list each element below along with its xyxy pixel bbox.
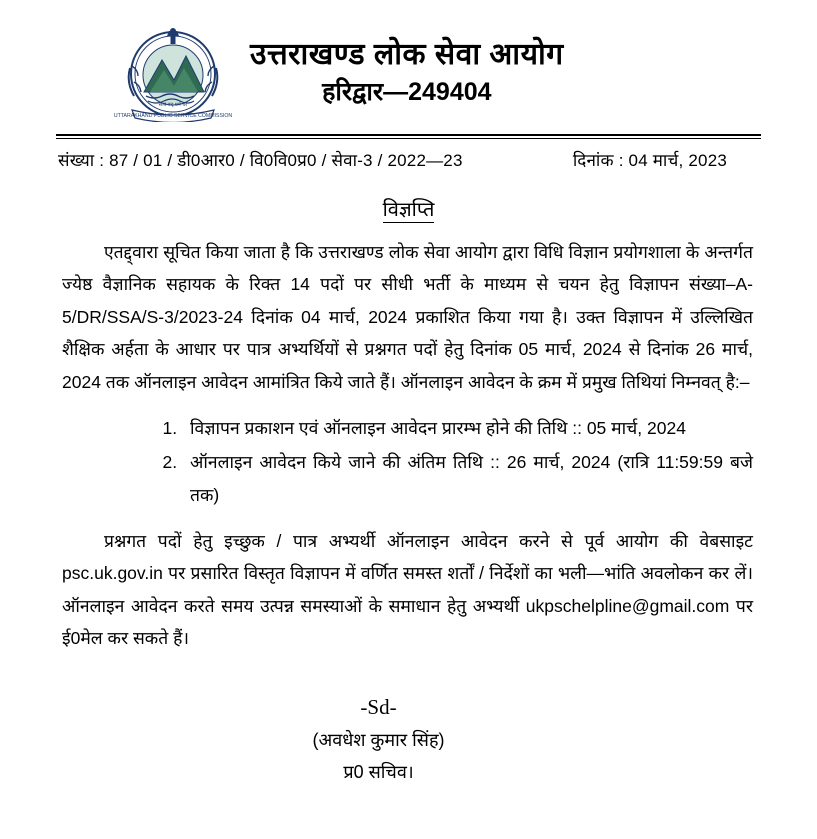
ukpsc-emblem-icon	[114, 22, 232, 122]
list-item: 2. ऑनलाइन आवेदन किये जाने की अंतिम तिथि :: 26 मार्च, 2024 (रात्रि 11:59:59 बजे तक)	[182, 446, 753, 511]
page-title-text: विज्ञप्ति	[382, 199, 435, 221]
document-header	[56, 22, 761, 122]
list-item: 1. विज्ञापन प्रकाशन एवं ऑनलाइन आवेदन प्रारम्भ होने की तिथि :: 05 मार्च, 2024	[182, 412, 753, 444]
page-title	[56, 195, 761, 222]
signatory-name: (अवधेश कुमार सिंह)	[312, 730, 445, 751]
paragraph-2: प्रश्नगत पदों हेतु इच्छुक / पात्र अभ्यर्थी ऑनलाइन आवेदन करने से पूर्व आयोग की वेबसाइट psc.uk.gov.in पर प्रसारित विस्तृत विज्ञापन में वर्णित समस्त शर्तों / निर्देशों का भली—भांति अवलोकन कर लें। ऑनलाइन आवेदन करते समय उत्पन्न समस्याओं के समाधान हेतु अभ्यर्थी ukpschelpline@gmail.com पर ई0मेल कर सकते हैं।	[62, 531, 753, 649]
header-divider-thin	[56, 138, 761, 139]
svg-text:सत्यं वद् धर्मं चर: सत्यं वद् धर्मं चर	[158, 102, 188, 108]
important-dates-list	[62, 412, 753, 511]
reference-line	[56, 148, 761, 171]
signatory-designation: प्र0 सचिव।	[343, 761, 414, 782]
header-divider	[56, 134, 761, 136]
document-body	[56, 236, 761, 655]
svg-text:UTTARAKHAND PUBLIC SERVICE COM: UTTARAKHAND PUBLIC SERVICE COMMISSION	[114, 113, 232, 119]
organization-address: हरिद्वार—249404	[322, 77, 492, 106]
paragraph-1: एतद्द्वारा सूचित किया जाता है कि उत्तराखण्ड लोक सेवा आयोग द्वारा विधि विज्ञान प्रयोगशाला के अन्तर्गत ज्येष्ठ वैज्ञानिक सहायक के रिक्त 14 पदों पर सीधी भर्ती के माध्यम से चयन हेतु विज्ञापन संख्या–A-5/DR/SSA/S-3/2023-24 दिनांक 04 मार्च, 2024 प्रकाशित किया गया है। उक्त विज्ञापन में उल्लिखित शैक्षिक अर्हता के आधार पर पात्र अभ्यर्थियों से प्रश्नगत पदों हेतु दिनांक 05 मार्च, 2024 से दिनांक 26 मार्च, 2024 तक ऑनलाइन आवेदन आमांत्रित किये जाते हैं। ऑनलाइन आवेदन के क्रम में प्रमुख तिथियां निम्नवत् है:–	[62, 242, 753, 392]
signature-block	[56, 689, 761, 789]
organization-name: उत्तराखण्ड लोक सेवा आयोग	[250, 38, 564, 71]
signature-sd: -Sd-	[360, 694, 397, 719]
header-titles	[250, 36, 564, 108]
reference-number: संख्या : 87 / 01 / डी0आर0 / वि0वि0प्र0 / सेवा-3 / 2022—23	[58, 151, 463, 170]
reference-date: दिनांक : 04 मार्च, 2023	[572, 151, 727, 170]
